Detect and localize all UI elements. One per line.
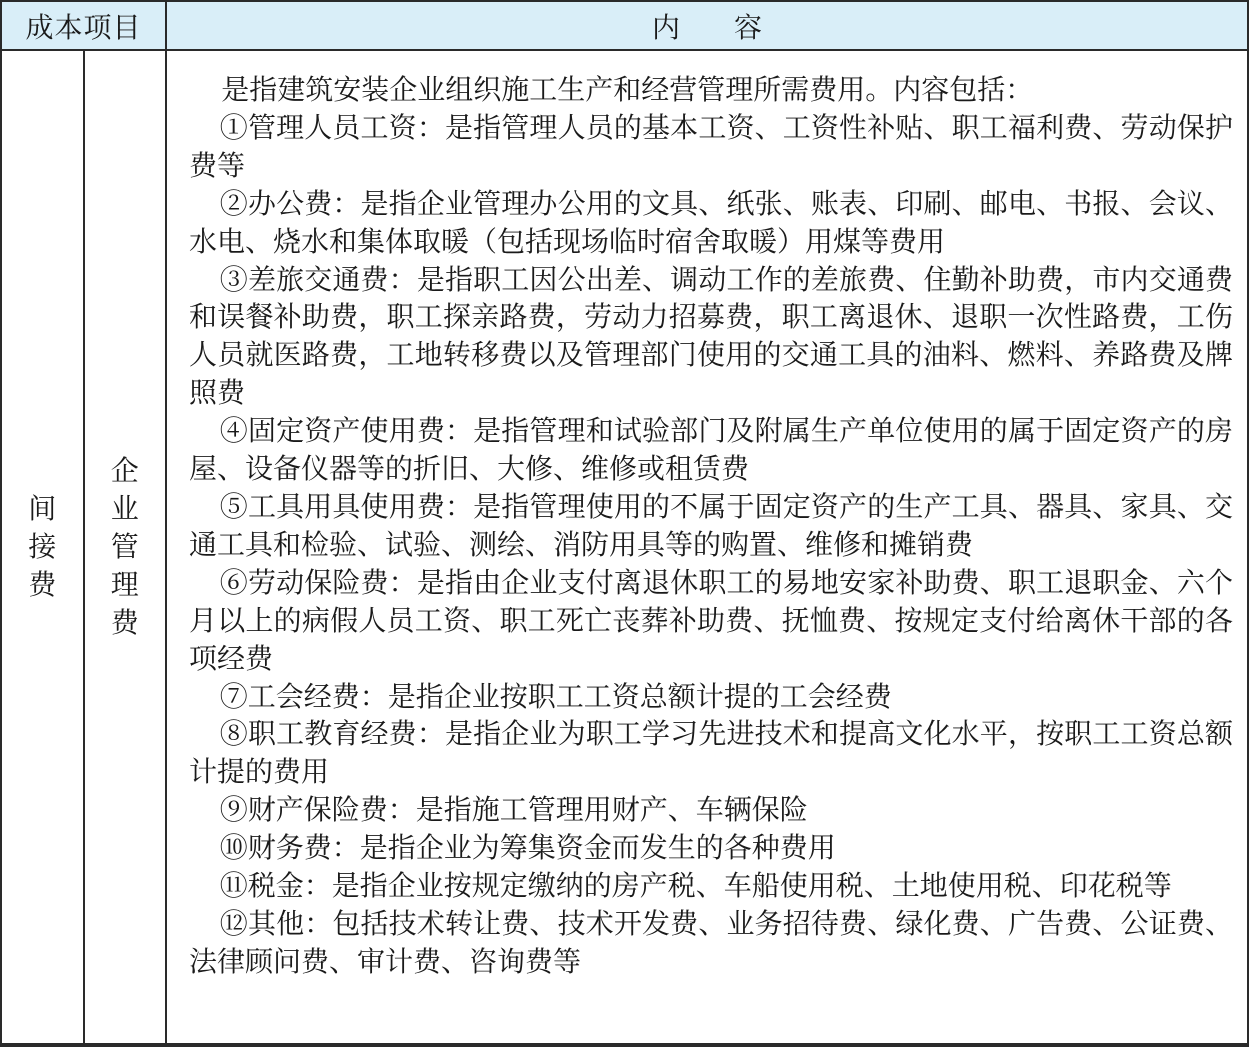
content-item-11: ⑪税金：是指企业按规定缴纳的房产税、车船使用税、土地使用税、印花税等	[219, 869, 1172, 903]
content-item-1: ①管理人员工资：是指管理人员的基本工资、工资性补贴、职工福利费、劳动保护费等	[189, 110, 1233, 182]
content-item-12: ⑫其他：包括技术转让费、技术开发费、业务招待费、绿化费、广告费、公证费、法律顾问费、审计费、咨询费等	[189, 906, 1233, 978]
table-header-row	[1, 1, 1248, 50]
header-content-label: 内容	[651, 10, 816, 44]
category-label: 间接费	[28, 492, 57, 601]
content-item-2: ②办公费：是指企业管理办公用的文具、纸张、账表、印刷、邮电、书报、会议、水电、烧水和集体取暖（包括现场临时宿舍取暖）用煤等费用	[189, 186, 1233, 258]
header-content	[166, 1, 1248, 50]
subcategory-label: 企业管理费	[110, 454, 139, 639]
subcategory-cell	[84, 50, 167, 1045]
content-item-8: ⑧职工教育经费：是指企业为职工学习先进技术和提高文化水平，按职工工资总额计提的费用	[189, 717, 1233, 789]
content-intro: 是指建筑安装企业组织施工生产和经营管理所需费用。内容包括：	[221, 73, 1034, 106]
content-item-3: ③差旅交通费：是指职工因公出差、调动工作的差旅费、住勤补助费，市内交通费和误餐补助费，职工探亲路费，劳动力招募费，职工离退休、退职一次性路费，工伤人员就医路费，工地转移费以及管理部门使用的交通工具的油料、燃料、养路费及牌照费	[189, 262, 1233, 410]
category-cell	[1, 50, 84, 1045]
content-item-4: ④固定资产使用费：是指管理和试验部门及附属生产单位使用的属于固定资产的房屋、设备仪器等的折旧、大修、维修或租赁费	[189, 414, 1233, 486]
content-cell	[166, 50, 1248, 1045]
content-item-9: ⑨财产保险费：是指施工管理用财产、车辆保险	[219, 793, 808, 827]
content-item-6: ⑥劳动保险费：是指由企业支付离退休职工的易地安家补助费、职工退职金、六个月以上的病假人员工资、职工死亡丧葬补助费、抚恤费、按规定支付给离休干部的各项经费	[189, 565, 1233, 675]
content-item-10: ⑩财务费：是指企业为筹集资金而发生的各种费用	[219, 831, 836, 865]
table-row	[1, 50, 1248, 1045]
content-item-5: ⑤工具用具使用费：是指管理使用的不属于固定资产的生产工具、器具、家具、交通工具和检验、试验、测绘、消防用具等的购置、维修和摊销费	[189, 489, 1233, 561]
content-item-7: ⑦工会经费：是指企业按职工工资总额计提的工会经费	[219, 679, 892, 713]
header-cost-item: 成本项目	[1, 1, 166, 50]
